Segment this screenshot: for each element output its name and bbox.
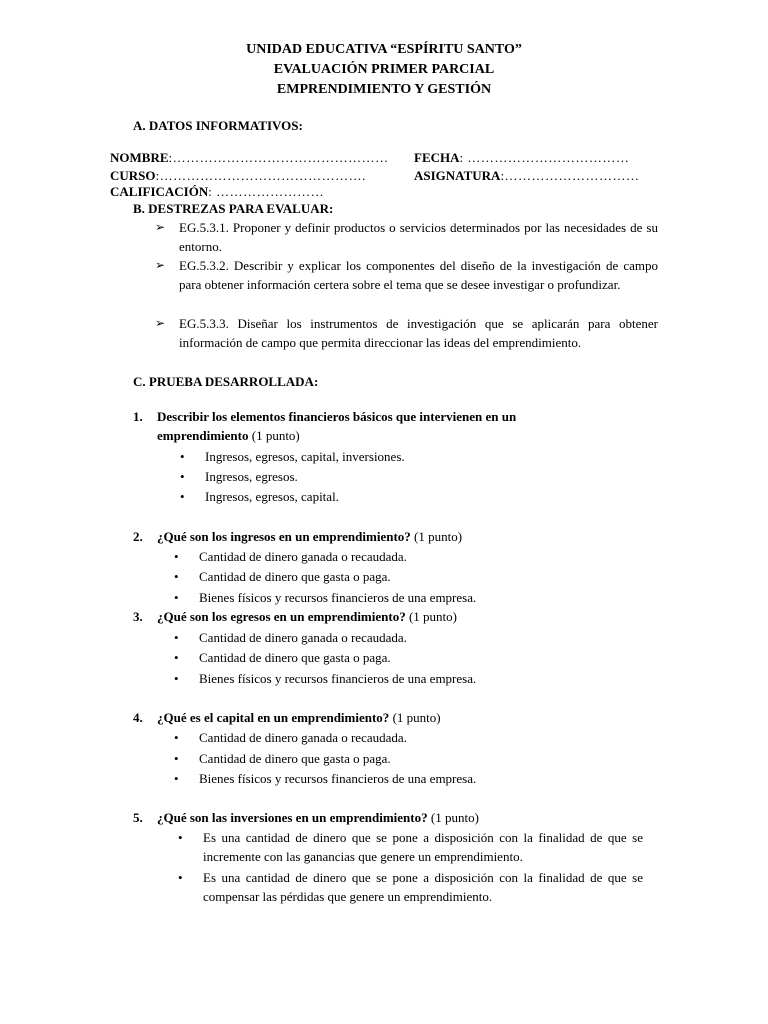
- skill-text: EG.5.3.3. Diseñar los instrumentos de investigación que se aplicarán para obtener información de campo que permita direccionar las ideas del emprendimiento.: [179, 316, 658, 350]
- question-number: 1.: [133, 409, 143, 424]
- section-b-title: B. DESTREZAS PARA EVALUAR:: [133, 201, 334, 216]
- asignatura-field: [414, 166, 640, 185]
- skill-item: [155, 314, 658, 352]
- curso-value: :……………………………………….: [155, 168, 366, 183]
- question: [133, 708, 653, 727]
- bullet-icon: •: [178, 830, 183, 845]
- option-text: Ingresos, egresos.: [205, 469, 298, 484]
- skill-text: EG.5.3.1. Proponer y definir productos o servicios determinados por las necesidades de su entorno.: [179, 220, 658, 254]
- bullet-icon: •: [174, 730, 179, 745]
- question: [133, 527, 653, 546]
- exam-title: EVALUACIÓN PRIMER PARCIAL: [273, 62, 495, 77]
- subject-title: EMPRENDIMIENTO Y GESTIÓN: [276, 82, 492, 97]
- question: [133, 407, 593, 445]
- fecha-value: : ………………………………: [459, 150, 630, 165]
- bullet-icon: •: [178, 870, 183, 885]
- answer-option: [178, 868, 643, 906]
- question-text: Describir los elementos financieros básicos que intervienen en un emprendimiento: [157, 409, 517, 443]
- asignatura-label: ASIGNATURA: [414, 168, 501, 183]
- bullet-icon: •: [174, 671, 179, 686]
- question-points: (1 punto): [410, 529, 463, 544]
- nombre-field: [110, 148, 389, 167]
- question: [133, 607, 653, 626]
- bullet-icon: •: [174, 650, 179, 665]
- option-text: Bienes físicos y recursos financieros de una empresa.: [199, 771, 477, 786]
- question-number: 2.: [133, 529, 143, 544]
- skill-item: [155, 218, 658, 256]
- section-a-title: A. DATOS INFORMATIVOS:: [133, 118, 303, 133]
- bullet-icon: •: [180, 449, 185, 464]
- question-text: ¿Qué son los egresos en un emprendimiento?: [157, 609, 406, 624]
- option-text: Cantidad de dinero ganada o recaudada.: [199, 730, 407, 745]
- bullet-icon: •: [174, 751, 179, 766]
- calificacion-value: : ……………………: [208, 184, 325, 199]
- option-text: Bienes físicos y recursos financieros de una empresa.: [199, 590, 477, 605]
- question: [133, 808, 653, 827]
- option-text: Cantidad de dinero que gasta o paga.: [199, 650, 391, 665]
- option-text: Es una cantidad de dinero que se pone a disposición con la finalidad de que se compensar las pérdidas que genere un emprendimiento.: [203, 870, 643, 904]
- question-text: ¿Qué son los ingresos en un emprendimiento?: [157, 529, 411, 544]
- skill-text: EG.5.3.2. Describir y explicar los componentes del diseño de la investigación de campo para obtener información certera sobre el tema que se desee investigar o profundizar.: [179, 258, 658, 292]
- question-points: (1 punto): [248, 428, 300, 443]
- document-header: [0, 40, 768, 100]
- question-points: (1 punto): [405, 609, 457, 624]
- question-text: ¿Qué es el capital en un emprendimiento?: [157, 710, 390, 725]
- bullet-icon: •: [174, 771, 179, 786]
- arrow-bullet-icon: ➢: [155, 258, 166, 272]
- asignatura-value: :…………………………: [500, 168, 640, 183]
- option-text: Cantidad de dinero ganada o recaudada.: [199, 630, 407, 645]
- skill-item: [155, 256, 658, 294]
- school-name: UNIDAD EDUCATIVA “ESPÍRITU SANTO”: [246, 42, 522, 57]
- question-number: 5.: [133, 810, 143, 825]
- curso-label: CURSO: [110, 168, 156, 183]
- bullet-icon: •: [174, 569, 179, 584]
- bullet-icon: •: [174, 590, 179, 605]
- option-text: Es una cantidad de dinero que se pone a disposición con la finalidad de que se incremente con las ganancias que genere un emprendimiento.: [203, 830, 643, 864]
- question-points: (1 punto): [427, 810, 479, 825]
- nombre-label: NOMBRE: [110, 150, 169, 165]
- nombre-value: :…………………………………………: [168, 150, 389, 165]
- option-text: Cantidad de dinero que gasta o paga.: [199, 751, 391, 766]
- section-c-title: C. PRUEBA DESARROLLADA:: [133, 374, 319, 389]
- bullet-icon: •: [174, 630, 179, 645]
- bullet-icon: •: [174, 549, 179, 564]
- question-points: (1 punto): [389, 710, 441, 725]
- option-text: Cantidad de dinero que gasta o paga.: [199, 569, 391, 584]
- question-number: 4.: [133, 710, 143, 725]
- option-text: Ingresos, egresos, capital.: [205, 489, 339, 504]
- question-text: ¿Qué son las inversiones en un emprendimiento?: [157, 810, 428, 825]
- option-text: Cantidad de dinero ganada o recaudada.: [199, 549, 407, 564]
- arrow-bullet-icon: ➢: [155, 316, 166, 330]
- bullet-icon: •: [180, 489, 185, 504]
- option-text: Bienes físicos y recursos financieros de una empresa.: [199, 671, 477, 686]
- calificacion-label: CALIFICACIÓN: [110, 184, 209, 199]
- question-number: 3.: [133, 609, 143, 624]
- answer-option: [178, 828, 643, 866]
- arrow-bullet-icon: ➢: [155, 220, 166, 234]
- fecha-label: FECHA: [414, 150, 460, 165]
- fecha-field: [414, 148, 629, 167]
- option-text: Ingresos, egresos, capital, inversiones.: [205, 449, 405, 464]
- bullet-icon: •: [180, 469, 185, 484]
